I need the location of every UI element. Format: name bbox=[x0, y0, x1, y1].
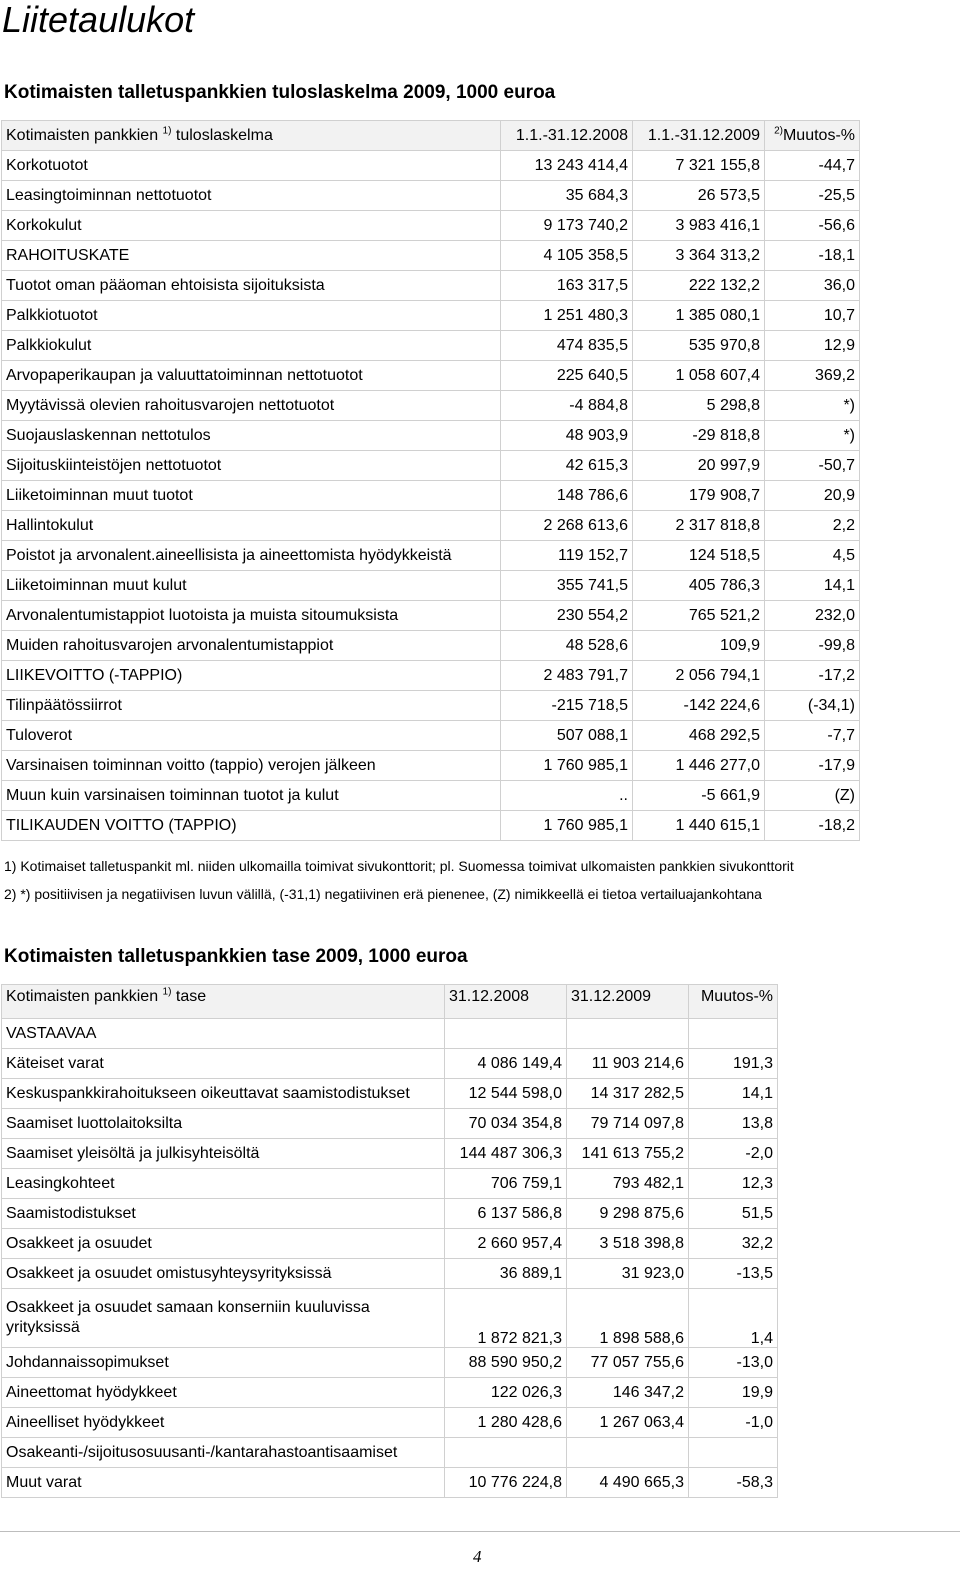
income-row bbox=[2, 661, 860, 691]
balance-change-pct: 1,4 bbox=[689, 1289, 778, 1348]
income-row bbox=[2, 451, 860, 481]
balance-row-label: Osakeanti-/sijoitusosuusanti-/kantarahastoantisaamiset bbox=[2, 1438, 445, 1468]
income-row-label: Myytävissä olevien rahoitusvarojen nettotuotot bbox=[2, 391, 501, 421]
income-value-2009: 5 298,8 bbox=[633, 391, 765, 421]
income-row-label: Liiketoiminnan muut kulut bbox=[2, 571, 501, 601]
income-value-2008: 507 088,1 bbox=[501, 721, 633, 751]
income-value-2008: 1 760 985,1 bbox=[501, 811, 633, 841]
balance-change-pct: 51,5 bbox=[689, 1199, 778, 1229]
balance-change-pct bbox=[689, 1019, 778, 1049]
income-change-pct: -50,7 bbox=[765, 451, 860, 481]
balance-sheet-title: Kotimaisten talletuspankkien tase 2009, 1000 euroa bbox=[4, 946, 468, 967]
balance-row-label: Saamiset luottolaitoksilta bbox=[2, 1109, 445, 1139]
footer-divider bbox=[0, 1531, 960, 1532]
balance-value-2008: 36 889,1 bbox=[445, 1259, 567, 1289]
income-header-col-2009: 1.1.-31.12.2009 bbox=[633, 121, 765, 151]
income-change-pct: 10,7 bbox=[765, 301, 860, 331]
balance-row bbox=[2, 1408, 778, 1438]
income-value-2009: 3 364 313,2 bbox=[633, 241, 765, 271]
balance-row-label: Aineettomat hyödykkeet bbox=[2, 1378, 445, 1408]
balance-row-label: Leasingkohteet bbox=[2, 1169, 445, 1199]
income-header-row bbox=[2, 121, 860, 151]
income-value-2008: 42 615,3 bbox=[501, 451, 633, 481]
balance-value-2009: 31 923,0 bbox=[567, 1259, 689, 1289]
income-row bbox=[2, 241, 860, 271]
income-row-label: Varsinaisen toiminnan voitto (tappio) verojen jälkeen bbox=[2, 751, 501, 781]
balance-row bbox=[2, 1348, 778, 1378]
income-row-label: Arvonalentumistappiot luotoista ja muista sitoumuksista bbox=[2, 601, 501, 631]
income-value-2008: 1 760 985,1 bbox=[501, 751, 633, 781]
income-change-pct: (-34,1) bbox=[765, 691, 860, 721]
income-row bbox=[2, 481, 860, 511]
income-change-pct: -44,7 bbox=[765, 151, 860, 181]
balance-change-pct: -1,0 bbox=[689, 1408, 778, 1438]
income-value-2009: 7 321 155,8 bbox=[633, 151, 765, 181]
balance-change-pct: -2,0 bbox=[689, 1139, 778, 1169]
income-value-2008: 48 528,6 bbox=[501, 631, 633, 661]
balance-row-label: Osakkeet ja osuudet bbox=[2, 1229, 445, 1259]
balance-change-pct: 32,2 bbox=[689, 1229, 778, 1259]
page-title: Liitetaulukot bbox=[2, 0, 195, 40]
balance-value-2008: 88 590 950,2 bbox=[445, 1348, 567, 1378]
balance-row bbox=[2, 1438, 778, 1468]
income-row bbox=[2, 421, 860, 451]
balance-value-2009: 4 490 665,3 bbox=[567, 1468, 689, 1498]
income-value-2009: 1 440 615,1 bbox=[633, 811, 765, 841]
income-statement-title: Kotimaisten talletuspankkien tuloslaskelma 2009, 1000 euroa bbox=[4, 82, 556, 103]
balance-value-2009: 11 903 214,6 bbox=[567, 1049, 689, 1079]
balance-value-2008: 4 086 149,4 bbox=[445, 1049, 567, 1079]
income-change-pct: (Z) bbox=[765, 781, 860, 811]
income-change-pct: 232,0 bbox=[765, 601, 860, 631]
balance-row bbox=[2, 1289, 778, 1348]
income-value-2009: 1 058 607,4 bbox=[633, 361, 765, 391]
income-header-label: Kotimaisten pankkien $^{1)}$ tuloslaskelma bbox=[2, 121, 501, 151]
income-row bbox=[2, 721, 860, 751]
income-change-pct: -18,2 bbox=[765, 811, 860, 841]
income-value-2008: 148 786,6 bbox=[501, 481, 633, 511]
income-value-2008: .. bbox=[501, 781, 633, 811]
income-change-pct: -56,6 bbox=[765, 211, 860, 241]
income-change-pct: 20,9 bbox=[765, 481, 860, 511]
balance-value-2008: 122 026,3 bbox=[445, 1378, 567, 1408]
income-value-2008: 2 268 613,6 bbox=[501, 511, 633, 541]
balance-change-pct: 19,9 bbox=[689, 1378, 778, 1408]
income-row-label: LIIKEVOITTO (-TAPPIO) bbox=[2, 661, 501, 691]
balance-value-2009: 14 317 282,5 bbox=[567, 1079, 689, 1109]
income-row-label: Leasingtoiminnan nettotuotot bbox=[2, 181, 501, 211]
balance-header-label: Kotimaisten pankkien $^{1)}$ tase bbox=[2, 985, 445, 1019]
footnote-2: 2) *) positiivisen ja negatiivisen luvun välillä, (-31,1) negatiivinen erä pienenee, (Z) nimikkeellä ei tietoa vertailuajankohtana bbox=[4, 886, 762, 902]
balance-value-2009: 1 267 063,4 bbox=[567, 1408, 689, 1438]
income-header-col-2008: 1.1.-31.12.2008 bbox=[501, 121, 633, 151]
income-value-2009: 124 518,5 bbox=[633, 541, 765, 571]
income-value-2009: -5 661,9 bbox=[633, 781, 765, 811]
income-value-2009: 2 056 794,1 bbox=[633, 661, 765, 691]
income-row bbox=[2, 331, 860, 361]
income-value-2008: 230 554,2 bbox=[501, 601, 633, 631]
balance-value-2008: 1 872 821,3 bbox=[445, 1289, 567, 1348]
income-row-label: Hallintokulut bbox=[2, 511, 501, 541]
income-change-pct: 4,5 bbox=[765, 541, 860, 571]
income-change-pct: -25,5 bbox=[765, 181, 860, 211]
income-value-2008: 13 243 414,4 bbox=[501, 151, 633, 181]
balance-value-2009: 3 518 398,8 bbox=[567, 1229, 689, 1259]
balance-value-2009: 1 898 588,6 bbox=[567, 1289, 689, 1348]
balance-value-2008: 2 660 957,4 bbox=[445, 1229, 567, 1259]
income-value-2009: 1 385 080,1 bbox=[633, 301, 765, 331]
income-value-2009: -142 224,6 bbox=[633, 691, 765, 721]
balance-value-2008: 12 544 598,0 bbox=[445, 1079, 567, 1109]
balance-value-2008 bbox=[445, 1438, 567, 1468]
income-value-2008: 225 640,5 bbox=[501, 361, 633, 391]
income-value-2008: 4 105 358,5 bbox=[501, 241, 633, 271]
income-row bbox=[2, 811, 860, 841]
income-row bbox=[2, 601, 860, 631]
balance-row bbox=[2, 1019, 778, 1049]
balance-header-col-change: Muutos-% bbox=[689, 985, 778, 1019]
balance-value-2008 bbox=[445, 1019, 567, 1049]
balance-row-label: Johdannaissopimukset bbox=[2, 1348, 445, 1378]
income-value-2009: -29 818,8 bbox=[633, 421, 765, 451]
balance-row bbox=[2, 1199, 778, 1229]
balance-row-label: Saamistodistukset bbox=[2, 1199, 445, 1229]
balance-change-pct: 191,3 bbox=[689, 1049, 778, 1079]
balance-value-2009 bbox=[567, 1019, 689, 1049]
income-row-label: Tuloverot bbox=[2, 721, 501, 751]
income-row bbox=[2, 211, 860, 241]
income-value-2009: 26 573,5 bbox=[633, 181, 765, 211]
income-change-pct: -17,2 bbox=[765, 661, 860, 691]
income-row bbox=[2, 151, 860, 181]
balance-row-label: Muut varat bbox=[2, 1468, 445, 1498]
balance-row bbox=[2, 1468, 778, 1498]
income-value-2008: 48 903,9 bbox=[501, 421, 633, 451]
balance-row-label: Keskuspankkirahoitukseen oikeuttavat saamistodistukset bbox=[2, 1079, 445, 1109]
income-value-2008: 355 741,5 bbox=[501, 571, 633, 601]
balance-value-2008: 1 280 428,6 bbox=[445, 1408, 567, 1438]
income-row bbox=[2, 571, 860, 601]
income-row bbox=[2, 271, 860, 301]
income-row-label: Palkkiotuotot bbox=[2, 301, 501, 331]
income-change-pct: -17,9 bbox=[765, 751, 860, 781]
balance-value-2008: 70 034 354,8 bbox=[445, 1109, 567, 1139]
income-value-2009: 109,9 bbox=[633, 631, 765, 661]
income-row-label: RAHOITUSKATE bbox=[2, 241, 501, 271]
balance-value-2009: 79 714 097,8 bbox=[567, 1109, 689, 1139]
income-row-label: TILIKAUDEN VOITTO (TAPPIO) bbox=[2, 811, 501, 841]
balance-change-pct bbox=[689, 1438, 778, 1468]
income-row-label: Tilinpäätössiirrot bbox=[2, 691, 501, 721]
balance-row bbox=[2, 1109, 778, 1139]
income-row-label: Poistot ja arvonalent.aineellisista ja aineettomista hyödykkeistä bbox=[2, 541, 501, 571]
income-change-pct: *) bbox=[765, 391, 860, 421]
balance-sheet-table bbox=[1, 984, 778, 1498]
income-value-2008: 163 317,5 bbox=[501, 271, 633, 301]
income-value-2009: 765 521,2 bbox=[633, 601, 765, 631]
income-row bbox=[2, 361, 860, 391]
balance-row-label: Aineelliset hyödykkeet bbox=[2, 1408, 445, 1438]
income-change-pct: -99,8 bbox=[765, 631, 860, 661]
income-row-label: Muun kuin varsinaisen toiminnan tuotot ja kulut bbox=[2, 781, 501, 811]
page-number: 4 bbox=[473, 1547, 482, 1566]
income-value-2008: 2 483 791,7 bbox=[501, 661, 633, 691]
balance-change-pct: -58,3 bbox=[689, 1468, 778, 1498]
income-row bbox=[2, 781, 860, 811]
income-value-2008: -215 718,5 bbox=[501, 691, 633, 721]
income-change-pct: -18,1 bbox=[765, 241, 860, 271]
income-row-label: Korkotuotot bbox=[2, 151, 501, 181]
balance-row bbox=[2, 1259, 778, 1289]
balance-change-pct: 12,3 bbox=[689, 1169, 778, 1199]
income-row bbox=[2, 631, 860, 661]
income-row bbox=[2, 301, 860, 331]
income-value-2008: 35 684,3 bbox=[501, 181, 633, 211]
balance-row bbox=[2, 1229, 778, 1259]
income-row-label: Suojauslaskennan nettotulos bbox=[2, 421, 501, 451]
balance-value-2009: 9 298 875,6 bbox=[567, 1199, 689, 1229]
income-change-pct: 14,1 bbox=[765, 571, 860, 601]
income-change-pct: 12,9 bbox=[765, 331, 860, 361]
balance-row-label: Osakkeet ja osuudet omistusyhteysyrityksissä bbox=[2, 1259, 445, 1289]
balance-row-label: Käteiset varat bbox=[2, 1049, 445, 1079]
income-value-2009: 2 317 818,8 bbox=[633, 511, 765, 541]
balance-value-2008: 144 487 306,3 bbox=[445, 1139, 567, 1169]
income-change-pct: 36,0 bbox=[765, 271, 860, 301]
income-value-2008: 1 251 480,3 bbox=[501, 301, 633, 331]
balance-value-2008: 10 776 224,8 bbox=[445, 1468, 567, 1498]
income-header-col-change: $^{2)}$Muutos-% bbox=[765, 121, 860, 151]
income-row-label: Sijoituskiinteistöjen nettotuotot bbox=[2, 451, 501, 481]
income-value-2009: 179 908,7 bbox=[633, 481, 765, 511]
balance-row bbox=[2, 1079, 778, 1109]
income-row bbox=[2, 751, 860, 781]
income-row-label: Palkkiokulut bbox=[2, 331, 501, 361]
income-value-2009: 1 446 277,0 bbox=[633, 751, 765, 781]
income-row bbox=[2, 391, 860, 421]
income-change-pct: *) bbox=[765, 421, 860, 451]
income-row-label: Arvopaperikaupan ja valuuttatoiminnan nettotuotot bbox=[2, 361, 501, 391]
balance-row-label: Osakkeet ja osuudet samaan konserniin kuuluvissa yrityksissä bbox=[2, 1289, 445, 1348]
balance-value-2009: 141 613 755,2 bbox=[567, 1139, 689, 1169]
income-value-2008: 9 173 740,2 bbox=[501, 211, 633, 241]
balance-value-2009: 146 347,2 bbox=[567, 1378, 689, 1408]
balance-change-pct: 13,8 bbox=[689, 1109, 778, 1139]
balance-value-2009: 793 482,1 bbox=[567, 1169, 689, 1199]
income-change-pct: -7,7 bbox=[765, 721, 860, 751]
balance-row bbox=[2, 1139, 778, 1169]
income-value-2008: -4 884,8 bbox=[501, 391, 633, 421]
income-value-2009: 535 970,8 bbox=[633, 331, 765, 361]
income-row-label: Liiketoiminnan muut tuotot bbox=[2, 481, 501, 511]
income-change-pct: 369,2 bbox=[765, 361, 860, 391]
income-value-2009: 3 983 416,1 bbox=[633, 211, 765, 241]
balance-row-label: VASTAAVAA bbox=[2, 1019, 445, 1049]
balance-row-label: Saamiset yleisöltä ja julkisyhteisöltä bbox=[2, 1139, 445, 1169]
income-row bbox=[2, 181, 860, 211]
income-change-pct: 2,2 bbox=[765, 511, 860, 541]
balance-value-2008: 6 137 586,8 bbox=[445, 1199, 567, 1229]
income-statement-table bbox=[1, 120, 860, 841]
income-row-label: Korkokulut bbox=[2, 211, 501, 241]
balance-value-2009 bbox=[567, 1438, 689, 1468]
footnote-1: 1) Kotimaiset talletuspankit ml. niiden ulkomailla toimivat sivukonttorit; pl. Suomessa toimivat ulkomaisten pankkien sivukonttorit bbox=[4, 858, 794, 874]
balance-row bbox=[2, 1378, 778, 1408]
income-row bbox=[2, 691, 860, 721]
income-value-2008: 119 152,7 bbox=[501, 541, 633, 571]
balance-change-pct: 14,1 bbox=[689, 1079, 778, 1109]
balance-value-2008: 706 759,1 bbox=[445, 1169, 567, 1199]
balance-change-pct: -13,0 bbox=[689, 1348, 778, 1378]
income-value-2008: 474 835,5 bbox=[501, 331, 633, 361]
income-value-2009: 222 132,2 bbox=[633, 271, 765, 301]
income-row-label: Tuotot oman pääoman ehtoisista sijoituksista bbox=[2, 271, 501, 301]
income-value-2009: 20 997,9 bbox=[633, 451, 765, 481]
balance-row bbox=[2, 1049, 778, 1079]
balance-header-col-2008: 31.12.2008 bbox=[445, 985, 567, 1019]
income-row-label: Muiden rahoitusvarojen arvonalentumistappiot bbox=[2, 631, 501, 661]
income-row bbox=[2, 511, 860, 541]
balance-row bbox=[2, 1169, 778, 1199]
balance-value-2009: 77 057 755,6 bbox=[567, 1348, 689, 1378]
income-value-2009: 468 292,5 bbox=[633, 721, 765, 751]
income-row bbox=[2, 541, 860, 571]
balance-header-col-2009: 31.12.2009 bbox=[567, 985, 689, 1019]
balance-header-row bbox=[2, 985, 778, 1019]
balance-change-pct: -13,5 bbox=[689, 1259, 778, 1289]
income-value-2009: 405 786,3 bbox=[633, 571, 765, 601]
